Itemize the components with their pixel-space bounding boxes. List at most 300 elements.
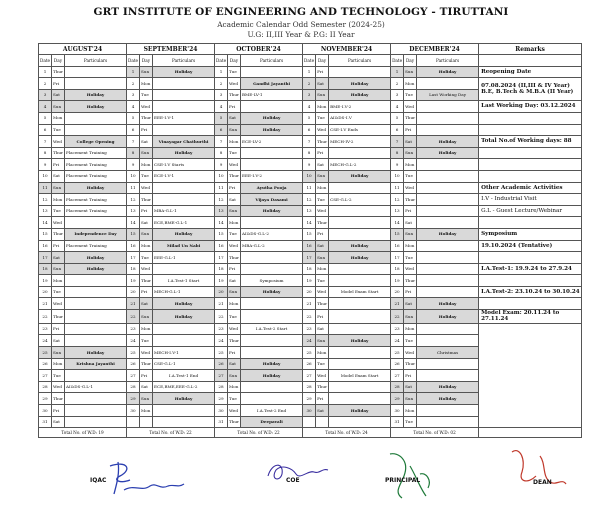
particulars-cell xyxy=(153,182,215,194)
day-cell: Fri xyxy=(52,405,65,417)
date-cell: 23 xyxy=(391,323,404,335)
particulars-cell: MECH-I.V-1 xyxy=(153,347,215,359)
particulars-cell xyxy=(241,381,303,393)
particulars-cell xyxy=(241,335,303,347)
particulars-cell: Holiday xyxy=(153,393,215,405)
date-cell: 1 xyxy=(303,66,316,78)
particulars-cell xyxy=(417,124,479,136)
particulars-cell xyxy=(241,263,303,275)
day-cell: Sat xyxy=(140,298,153,310)
date-cell: 27 xyxy=(391,370,404,382)
day-cell: Tue xyxy=(316,358,329,370)
date-cell: 22 xyxy=(39,310,52,324)
column-particulars-header: Particulars xyxy=(241,55,303,67)
day-cell: Wed xyxy=(52,136,65,148)
day-cell: Thur xyxy=(316,136,329,148)
particulars-cell xyxy=(417,159,479,171)
date-cell: 5 xyxy=(127,112,140,124)
date-cell: 18 xyxy=(303,263,316,275)
totals-row xyxy=(39,428,582,438)
particulars-cell xyxy=(65,66,127,78)
date-cell: 13 xyxy=(391,205,404,217)
day-cell: Wed xyxy=(140,182,153,194)
day-cell: Wed xyxy=(140,263,153,275)
date-cell: 27 xyxy=(215,370,228,382)
column-date-header: Date xyxy=(127,55,140,67)
day-cell: Wed xyxy=(228,159,241,171)
principal-label: PRINCIPAL xyxy=(385,477,421,484)
date-cell: 16 xyxy=(39,240,52,252)
day-cell: Fri xyxy=(404,286,417,298)
day-cell: Fri xyxy=(52,159,65,171)
day-cell: Sat xyxy=(316,240,329,252)
date-cell: 9 xyxy=(215,159,228,171)
day-cell: Sat xyxy=(316,78,329,90)
particulars-cell: ECE,BME,EEE-G.L-2 xyxy=(153,381,215,393)
particulars-cell xyxy=(329,205,391,217)
date-cell: 29 xyxy=(39,393,52,405)
particulars-cell xyxy=(329,310,391,324)
date-cell: 29 xyxy=(215,393,228,405)
day-cell: Mon xyxy=(316,263,329,275)
day-cell: Sat xyxy=(52,416,65,428)
day-cell: Fri xyxy=(228,101,241,113)
day-cell: Mon xyxy=(140,323,153,335)
day-cell: Sat xyxy=(140,136,153,148)
day-cell: Fri xyxy=(316,66,329,78)
day-cell: Thur xyxy=(140,275,153,287)
particulars-cell xyxy=(65,370,127,382)
column-date-header: Date xyxy=(391,55,404,67)
particulars-cell: Ayutha Pooja xyxy=(241,182,303,194)
calendar-row xyxy=(39,159,582,171)
day-cell: Mon xyxy=(404,78,417,90)
day-cell: Wed xyxy=(228,323,241,335)
coe-label: COE xyxy=(286,477,300,484)
particulars-cell xyxy=(417,205,479,217)
month-header: DECEMBER'24 xyxy=(391,44,479,55)
date-cell: 6 xyxy=(391,124,404,136)
calendar-row xyxy=(39,170,582,182)
day-cell: Sat xyxy=(404,381,417,393)
date-cell: 6 xyxy=(215,124,228,136)
day-cell: Sun xyxy=(228,286,241,298)
date-cell: 25 xyxy=(303,347,316,359)
date-cell: 21 xyxy=(215,298,228,310)
particulars-cell xyxy=(417,112,479,124)
day-cell: Thur xyxy=(316,381,329,393)
day-cell: Tue xyxy=(404,252,417,264)
particulars-cell xyxy=(241,252,303,264)
particulars-cell: Holiday xyxy=(65,182,127,194)
date-cell: 12 xyxy=(391,194,404,206)
remarks-cell xyxy=(479,252,582,264)
date-cell: 6 xyxy=(39,124,52,136)
remarks-cell xyxy=(479,112,582,124)
day-cell: Sun xyxy=(228,205,241,217)
remarks-cell: I.A.Test-2: 23.10.24 to 30.10.24 xyxy=(479,286,582,298)
date-cell: 19 xyxy=(39,275,52,287)
date-cell: 29 xyxy=(127,393,140,405)
particulars-cell xyxy=(241,66,303,78)
date-cell: 29 xyxy=(391,393,404,405)
date-cell: 18 xyxy=(39,263,52,275)
particulars-cell: CSE-I.V Starts xyxy=(153,159,215,171)
date-cell: 23 xyxy=(303,323,316,335)
date-cell: 22 xyxy=(215,310,228,324)
day-cell: Wed xyxy=(228,240,241,252)
particulars-cell xyxy=(329,66,391,78)
particulars-cell: Vinayagar Chathurthi xyxy=(153,136,215,148)
date-cell: 1 xyxy=(215,66,228,78)
particulars-cell xyxy=(417,323,479,335)
particulars-cell xyxy=(153,416,215,428)
day-cell: Mon xyxy=(228,136,241,148)
iqac-label: IQAC xyxy=(90,477,107,484)
date-cell: 8 xyxy=(127,147,140,159)
remarks-cell: Reopening Date xyxy=(479,66,582,78)
day-cell: Thur xyxy=(52,66,65,78)
day-cell: Wed xyxy=(228,78,241,90)
calendar-row xyxy=(39,323,582,335)
date-cell: 1 xyxy=(127,66,140,78)
date-cell: 26 xyxy=(127,358,140,370)
day-cell xyxy=(316,416,329,428)
date-cell: 9 xyxy=(303,159,316,171)
particulars-cell: Model Exam Start xyxy=(329,370,391,382)
date-cell: 19 xyxy=(303,275,316,287)
date-cell: 10 xyxy=(39,170,52,182)
date-cell: 19 xyxy=(391,275,404,287)
column-date-header: Date xyxy=(215,55,228,67)
day-cell: Fri xyxy=(52,78,65,90)
day-cell: Sun xyxy=(228,370,241,382)
date-cell: 3 xyxy=(391,89,404,101)
day-cell: Sat xyxy=(316,159,329,171)
particulars-cell xyxy=(65,416,127,428)
calendar-subtitle-2: U.G: II,III Year & P.G: II Year xyxy=(247,30,355,39)
date-cell: 4 xyxy=(215,101,228,113)
day-cell: Thur xyxy=(140,194,153,206)
particulars-cell xyxy=(417,217,479,229)
date-cell: 10 xyxy=(127,170,140,182)
particulars-cell: Holiday xyxy=(241,286,303,298)
day-cell: Thur xyxy=(228,252,241,264)
calendar-row xyxy=(39,112,582,124)
day-cell: Mon xyxy=(52,194,65,206)
day-cell: Wed xyxy=(404,182,417,194)
particulars-cell: Placement Training xyxy=(65,147,127,159)
remarks-cell xyxy=(479,159,582,171)
date-cell: 1 xyxy=(391,66,404,78)
date-cell: 19 xyxy=(215,275,228,287)
calendar-row xyxy=(39,217,582,229)
date-cell: 9 xyxy=(391,159,404,171)
particulars-cell: Placement Training xyxy=(65,170,127,182)
day-cell: Sun xyxy=(316,252,329,264)
day-cell: Tue xyxy=(228,66,241,78)
particulars-cell xyxy=(241,393,303,405)
column-day-header: Day xyxy=(52,55,65,67)
date-cell xyxy=(127,416,140,428)
date-cell: 15 xyxy=(391,228,404,240)
date-cell: 28 xyxy=(215,381,228,393)
date-cell: 4 xyxy=(39,101,52,113)
particulars-cell xyxy=(153,89,215,101)
day-cell: Mon xyxy=(228,298,241,310)
month-header: NOVEMBER'24 xyxy=(303,44,391,55)
date-cell: 28 xyxy=(127,381,140,393)
date-cell: 13 xyxy=(39,205,52,217)
particulars-cell: Symposium xyxy=(241,275,303,287)
date-cell: 18 xyxy=(127,263,140,275)
date-cell: 4 xyxy=(391,101,404,113)
particulars-cell: MBA-G.L-2 xyxy=(241,240,303,252)
particulars-cell xyxy=(241,101,303,113)
particulars-cell: Placement Training xyxy=(65,205,127,217)
day-cell: Sat xyxy=(228,194,241,206)
working-days-total: Total No. of W.D: 22 xyxy=(215,428,303,438)
day-cell: Tue xyxy=(316,194,329,206)
date-cell: 22 xyxy=(303,310,316,324)
day-cell: Fri xyxy=(316,228,329,240)
day-cell: Mon xyxy=(316,182,329,194)
particulars-cell xyxy=(329,263,391,275)
day-cell: Fri xyxy=(52,323,65,335)
particulars-cell xyxy=(417,252,479,264)
calendar-subtitle: Academic Calendar Odd Semester (2024-25) xyxy=(217,20,385,29)
day-cell: Sat xyxy=(316,323,329,335)
date-cell: 25 xyxy=(127,347,140,359)
day-cell: Fri xyxy=(316,147,329,159)
date-cell: 22 xyxy=(127,310,140,324)
particulars-cell: MBA-G.L-1 xyxy=(153,205,215,217)
month-header: OCTOBER'24 xyxy=(215,44,303,55)
day-cell: Sat xyxy=(52,335,65,347)
day-cell: Tue xyxy=(140,335,153,347)
day-cell: Mon xyxy=(404,405,417,417)
day-cell: Mon xyxy=(404,240,417,252)
day-cell: Fri xyxy=(228,347,241,359)
particulars-cell xyxy=(417,101,479,113)
date-cell: 8 xyxy=(39,147,52,159)
date-cell: 14 xyxy=(127,217,140,229)
day-cell: Fri xyxy=(404,124,417,136)
particulars-cell: Independence Day xyxy=(65,228,127,240)
remarks-cell xyxy=(479,298,582,310)
calendar-row xyxy=(39,286,582,298)
day-cell: Tue xyxy=(404,170,417,182)
date-cell: 5 xyxy=(391,112,404,124)
column-day-header: Day xyxy=(404,55,417,67)
particulars-cell xyxy=(329,416,391,428)
date-cell: 16 xyxy=(391,240,404,252)
day-cell: Wed xyxy=(316,205,329,217)
particulars-cell: Holiday xyxy=(417,310,479,324)
date-cell: 16 xyxy=(127,240,140,252)
particulars-cell xyxy=(417,263,479,275)
date-cell: 4 xyxy=(303,101,316,113)
day-cell: Sun xyxy=(140,66,153,78)
particulars-cell: AI&DS-G.L-2 xyxy=(241,228,303,240)
date-cell: 7 xyxy=(391,136,404,148)
day-cell: Mon xyxy=(404,323,417,335)
particulars-cell: I.A.Test-1 End xyxy=(153,370,215,382)
date-cell: 17 xyxy=(303,252,316,264)
particulars-cell: Holiday xyxy=(417,66,479,78)
date-cell: 28 xyxy=(303,381,316,393)
particulars-cell: AI&DS-I.V xyxy=(329,112,391,124)
date-cell: 3 xyxy=(39,89,52,101)
calendar-row xyxy=(39,205,582,217)
date-cell: 7 xyxy=(39,136,52,148)
particulars-cell xyxy=(65,78,127,90)
day-cell: Mon xyxy=(140,159,153,171)
day-cell: Sun xyxy=(404,66,417,78)
particulars-cell xyxy=(65,112,127,124)
day-cell: Mon xyxy=(52,275,65,287)
day-cell: Mon xyxy=(52,358,65,370)
day-cell: Fri xyxy=(140,370,153,382)
calendar-row xyxy=(39,78,582,90)
date-cell: 20 xyxy=(303,286,316,298)
particulars-cell xyxy=(417,358,479,370)
day-cell: Sat xyxy=(404,217,417,229)
column-header-row xyxy=(39,55,582,67)
date-cell: 9 xyxy=(127,159,140,171)
particulars-cell xyxy=(329,147,391,159)
calendar-row xyxy=(39,147,582,159)
day-cell: Fri xyxy=(140,286,153,298)
date-cell: 11 xyxy=(127,182,140,194)
date-cell: 20 xyxy=(127,286,140,298)
calendar-row xyxy=(39,275,582,287)
principal-signature xyxy=(380,446,450,506)
particulars-cell: BME-LV-1 xyxy=(241,89,303,101)
date-cell: 26 xyxy=(303,358,316,370)
day-cell: Tue xyxy=(140,170,153,182)
day-cell: Sat xyxy=(52,170,65,182)
day-cell: Tue xyxy=(404,416,417,428)
date-cell: 28 xyxy=(39,381,52,393)
particulars-cell: Holiday xyxy=(417,381,479,393)
day-cell: Tue xyxy=(52,124,65,136)
day-cell: Thur xyxy=(316,217,329,229)
day-cell: Thur xyxy=(228,170,241,182)
day-cell: Sun xyxy=(140,147,153,159)
day-cell: Mon xyxy=(228,217,241,229)
date-cell: 2 xyxy=(391,78,404,90)
day-cell: Thur xyxy=(52,310,65,324)
date-cell: 3 xyxy=(215,89,228,101)
date-cell: 11 xyxy=(391,182,404,194)
day-cell: Fri xyxy=(404,370,417,382)
particulars-cell: CSE-G.L-2 xyxy=(329,194,391,206)
day-cell: Tue xyxy=(404,335,417,347)
particulars-cell xyxy=(241,298,303,310)
date-cell: 11 xyxy=(303,182,316,194)
particulars-cell: Holiday xyxy=(329,78,391,90)
particulars-cell: Holiday xyxy=(329,335,391,347)
particulars-cell xyxy=(329,298,391,310)
particulars-cell: MECH-G.L-2 xyxy=(329,159,391,171)
particulars-cell xyxy=(329,182,391,194)
day-cell: Thur xyxy=(404,194,417,206)
particulars-cell xyxy=(329,393,391,405)
day-cell: Tue xyxy=(228,147,241,159)
particulars-cell xyxy=(65,310,127,324)
particulars-cell xyxy=(329,323,391,335)
particulars-cell xyxy=(153,323,215,335)
date-cell: 20 xyxy=(391,286,404,298)
date-cell: 30 xyxy=(39,405,52,417)
particulars-cell xyxy=(417,275,479,287)
day-cell: Thur xyxy=(316,298,329,310)
day-cell: Sun xyxy=(52,347,65,359)
calendar-row xyxy=(39,66,582,78)
day-cell: Sat xyxy=(316,405,329,417)
date-cell: 12 xyxy=(215,194,228,206)
day-cell: Wed xyxy=(316,286,329,298)
day-cell: Thur xyxy=(404,112,417,124)
particulars-cell: Holiday xyxy=(329,405,391,417)
particulars-cell xyxy=(329,217,391,229)
day-cell: Wed xyxy=(52,298,65,310)
remarks-cell: 07.08.2024 (II,III & IV Year) B.E, B.Tech & M.B.A (II Year) xyxy=(479,78,582,101)
particulars-cell xyxy=(65,298,127,310)
day-cell: Wed xyxy=(228,405,241,417)
column-date-header: Date xyxy=(303,55,316,67)
day-cell: Mon xyxy=(140,405,153,417)
particulars-cell: Holiday xyxy=(65,252,127,264)
day-cell: Thur xyxy=(228,335,241,347)
remarks-cell xyxy=(479,170,582,182)
month-header-row xyxy=(39,44,582,55)
day-cell: Tue xyxy=(228,393,241,405)
calendar-row xyxy=(39,240,582,252)
day-cell: Mon xyxy=(140,78,153,90)
day-cell: Tue xyxy=(140,252,153,264)
remarks-header: Remarks xyxy=(479,44,582,55)
date-cell: 28 xyxy=(391,381,404,393)
particulars-cell: Model Exam Start xyxy=(329,286,391,298)
date-cell: 23 xyxy=(127,323,140,335)
particulars-cell xyxy=(241,147,303,159)
day-cell: Sun xyxy=(316,89,329,101)
date-cell: 12 xyxy=(127,194,140,206)
particulars-cell: EEE-I.V-2 xyxy=(241,170,303,182)
particulars-cell: Christmas xyxy=(417,347,479,359)
calendar-row xyxy=(39,136,582,148)
remarks-cell: Total No.of Working days: 88 xyxy=(479,136,582,148)
particulars-cell xyxy=(153,78,215,90)
calendar-row xyxy=(39,124,582,136)
particulars-cell: Holiday xyxy=(329,252,391,264)
remarks-cell: Last Working Day: 03.12.2024 xyxy=(479,101,582,113)
day-cell: Sat xyxy=(228,358,241,370)
day-cell: Thur xyxy=(140,358,153,370)
day-cell: Fri xyxy=(228,263,241,275)
particulars-cell xyxy=(153,101,215,113)
date-cell: 15 xyxy=(127,228,140,240)
calendar-row xyxy=(39,252,582,264)
day-cell: Thur xyxy=(404,275,417,287)
day-cell: Sun xyxy=(228,124,241,136)
particulars-cell: Holiday xyxy=(417,228,479,240)
date-cell: 17 xyxy=(215,252,228,264)
calendar-row xyxy=(39,310,582,324)
date-cell: 31 xyxy=(39,416,52,428)
